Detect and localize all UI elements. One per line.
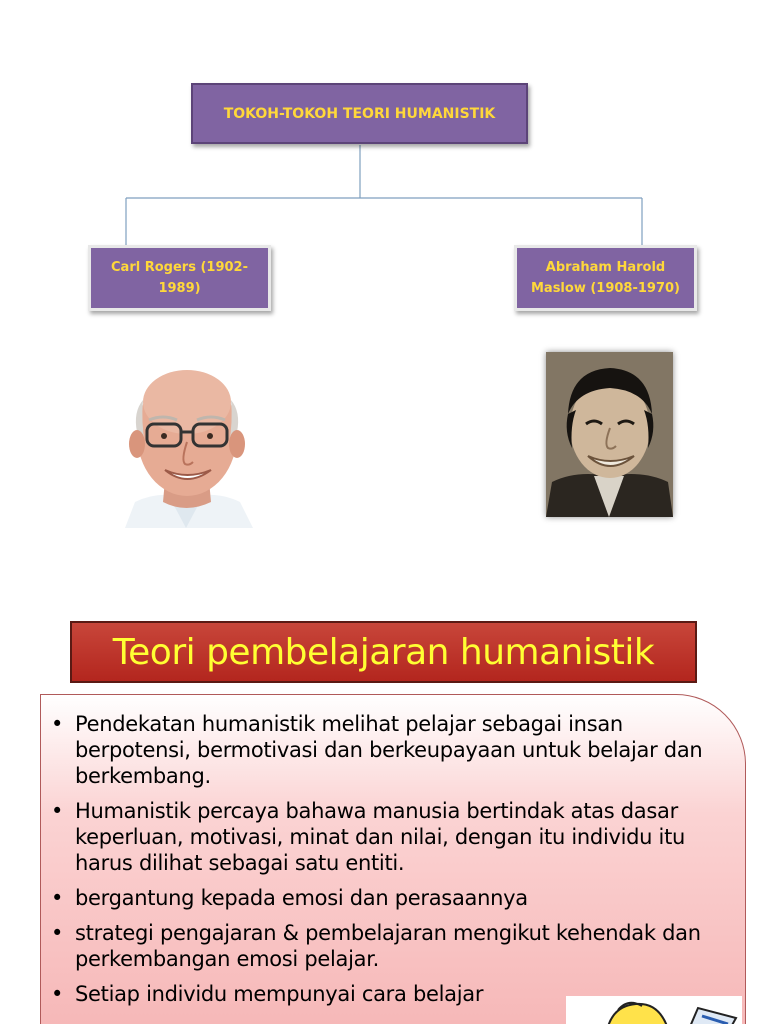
bullet-item bbox=[47, 885, 711, 911]
org-chart-child-label: Abraham Harold Maslow (1908-1970) bbox=[530, 260, 680, 296]
bullet-symbol: • bbox=[51, 886, 64, 910]
bullet-symbol: • bbox=[51, 982, 64, 1006]
bullet-symbol: • bbox=[51, 712, 64, 736]
bullet-text: strategi pengajaran & pembelajaran mengikut kehendak dan perkembangan emosi pelajar. bbox=[75, 921, 701, 971]
bullet-symbol: • bbox=[51, 921, 64, 945]
bullet-symbol: • bbox=[51, 799, 64, 823]
org-chart-root-label: TOKOH-TOKOH TEORI HUMANISTIK bbox=[223, 105, 496, 122]
carl-rogers-photo bbox=[115, 352, 257, 528]
org-chart-child-label: Carl Rogers (1902-1989) bbox=[111, 260, 248, 296]
section-title: Teori pembelajaran humanistik bbox=[112, 631, 655, 673]
bullet-text: Pendekatan humanistik melihat pelajar sebagai insan berpotensi, bermotivasi dan berkeupayaan untuk belajar dan berkembang. bbox=[75, 712, 703, 788]
cartoon-clipart bbox=[566, 996, 742, 1024]
section-title-bar bbox=[70, 621, 697, 683]
abraham-maslow-photo bbox=[546, 352, 673, 517]
bullet-item bbox=[47, 920, 711, 972]
org-chart-root-box bbox=[191, 83, 528, 144]
bullet-item bbox=[47, 711, 711, 789]
bullet-text: Humanistik percaya bahawa manusia bertindak atas dasar keperluan, motivasi, minat dan nilai, dengan itu individu itu harus dilihat sebagai satu entiti. bbox=[75, 799, 686, 875]
bullet-list bbox=[47, 711, 711, 1007]
bullet-text: Setiap individu mempunyai cara belajar bbox=[75, 982, 484, 1006]
bullet-text: bergantung kepada emosi dan perasaannya bbox=[75, 886, 528, 910]
content-box bbox=[40, 694, 746, 1024]
org-chart-child-maslow bbox=[514, 245, 697, 311]
org-chart-child-carl-rogers bbox=[88, 245, 271, 311]
bullet-item bbox=[47, 798, 711, 876]
